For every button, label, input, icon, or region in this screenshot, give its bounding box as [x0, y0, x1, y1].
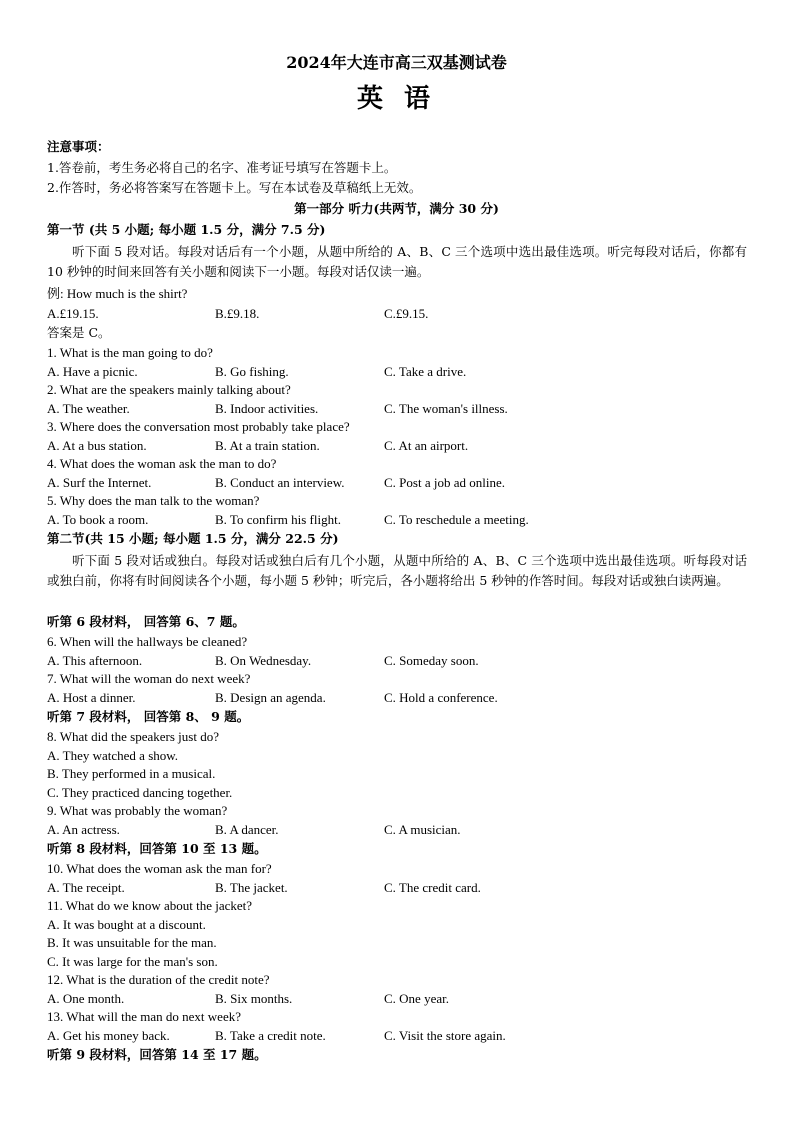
question-6: 6. When will the hallways be cleaned? [47, 634, 248, 649]
example-answer: 答案是 C。 [47, 325, 111, 340]
exam-title: 2024年大连市高三双基测试卷 [286, 53, 507, 72]
q5-option-a: A. To book a room. [47, 512, 149, 527]
example-question: 例: How much is the shirt? [47, 286, 188, 301]
notes-heading: 注意事项： [47, 139, 110, 154]
section2-instruction: 听下面 5 段对话或独白。每段对话或独白后有几个小题，从题中所给的 A、B、C 三个选项中选出最佳选项。听每段对话或独白前，你将有时间阅读各个小题，每小题 5 秒钟；听完后，各小题将给出 5 秒钟的作答时间。每段对话或独白读两遍。 [47, 553, 747, 588]
q9-option-b: B. A dancer. [215, 822, 279, 837]
section1-instruction: 听下面 5 段对话。每段对话后有一个小题，从题中所给的 A、B、C 三个选项中选出最佳选项。听完每段对话后，你都有 10 秒钟的时间来回答有关小题和阅读下一小题。每段对话仅读一遍。 [47, 244, 747, 279]
q8-option-b: B. They performed in a musical. [47, 766, 216, 781]
q13-option-b: B. Take a credit note. [215, 1028, 326, 1043]
q12-option-c: C. One year. [384, 991, 449, 1006]
q9-option-c: C. A musician. [384, 822, 461, 837]
q6-option-a: A. This afternoon. [47, 653, 143, 668]
example-option-b: B.£9.18. [215, 306, 260, 321]
q7-option-a: A. Host a dinner. [47, 690, 136, 705]
q8-option-c: C. They practiced dancing together. [47, 785, 233, 800]
q10-option-a: A. The receipt. [47, 880, 125, 895]
question-8: 8. What did the speakers just do? [47, 729, 219, 744]
q2-option-a: A. The weather. [47, 401, 130, 416]
question-9: 9. What was probably the woman? [47, 803, 228, 818]
q5-option-c: C. To reschedule a meeting. [384, 512, 529, 527]
question-13: 13. What will the man do next week? [47, 1009, 241, 1024]
q12-option-b: B. Six months. [215, 991, 293, 1006]
question-3: 3. Where does the conversation most probably take place? [47, 419, 350, 434]
q4-option-a: A. Surf the Internet. [47, 475, 152, 490]
section2-title: 第二节(共 15 小题; 每小题 1.5 分，满分 22.5 分) [47, 531, 339, 546]
material-9-heading: 听第 9 段材料，回答第 14 至 17 题。 [47, 1047, 267, 1062]
q11-option-c: C. It was large for the man's son. [47, 954, 218, 969]
q3-option-c: C. At an airport. [384, 438, 469, 453]
question-12: 12. What is the duration of the credit note? [47, 972, 270, 987]
q6-option-b: B. On Wednesday. [215, 653, 312, 668]
question-1: 1. What is the man going to do? [47, 345, 213, 360]
note-item: 2.作答时，务必将答案写在答题卡上。写在本试卷及草稿纸上无效。 [47, 180, 422, 195]
q1-option-a: A. Have a picnic. [47, 364, 138, 379]
q11-option-a: A. It was bought at a discount. [47, 917, 206, 932]
q4-option-c: C. Post a job ad online. [384, 475, 505, 490]
section1-title: 第一节 (共 5 小题; 每小题 1.5 分，满分 7.5 分) [47, 222, 326, 237]
q5-option-b: B. To confirm his flight. [215, 512, 341, 527]
q7-option-c: C. Hold a conference. [384, 690, 498, 705]
q2-option-c: C. The woman's illness. [384, 401, 508, 416]
example-option-a: A.£19.15. [47, 306, 99, 321]
q13-option-a: A. Get his money back. [47, 1028, 170, 1043]
note-item: 1.答卷前，考生务必将自己的名字、准考证号填写在答题卡上。 [47, 160, 397, 175]
question-5: 5. Why does the man talk to the woman? [47, 493, 260, 508]
material-6-heading: 听第 6 段材料， 回答第 6、7 题。 [47, 614, 245, 629]
q1-option-c: C. Take a drive. [384, 364, 467, 379]
q10-option-c: C. The credit card. [384, 880, 481, 895]
q10-option-b: B. The jacket. [215, 880, 288, 895]
q12-option-a: A. One month. [47, 991, 125, 1006]
q7-option-b: B. Design an agenda. [215, 690, 326, 705]
q2-option-b: B. Indoor activities. [215, 401, 319, 416]
material-7-heading: 听第 7 段材料， 回答第 8、 9 题。 [47, 709, 250, 724]
material-8-heading: 听第 8 段材料，回答第 10 至 13 题。 [47, 841, 267, 856]
q11-option-b: B. It was unsuitable for the man. [47, 935, 217, 950]
question-10: 10. What does the woman ask the man for? [47, 861, 272, 876]
q9-option-a: A. An actress. [47, 822, 120, 837]
q1-option-b: B. Go fishing. [215, 364, 289, 379]
question-7: 7. What will the woman do next week? [47, 671, 251, 686]
q8-option-a: A. They watched a show. [47, 748, 179, 763]
q4-option-b: B. Conduct an interview. [215, 475, 345, 490]
question-4: 4. What does the woman ask the man to do? [47, 456, 277, 471]
example-option-c: C.£9.15. [384, 306, 429, 321]
subject-title: 英 语 [356, 84, 437, 114]
part1-title: 第一部分 听力(共两节，满分 30 分) [294, 201, 499, 216]
q3-option-a: A. At a bus station. [47, 438, 147, 453]
question-11: 11. What do we know about the jacket? [47, 898, 253, 913]
q3-option-b: B. At a train station. [215, 438, 320, 453]
q6-option-c: C. Someday soon. [384, 653, 479, 668]
q13-option-c: C. Visit the store again. [384, 1028, 506, 1043]
question-2: 2. What are the speakers mainly talking about? [47, 382, 291, 397]
